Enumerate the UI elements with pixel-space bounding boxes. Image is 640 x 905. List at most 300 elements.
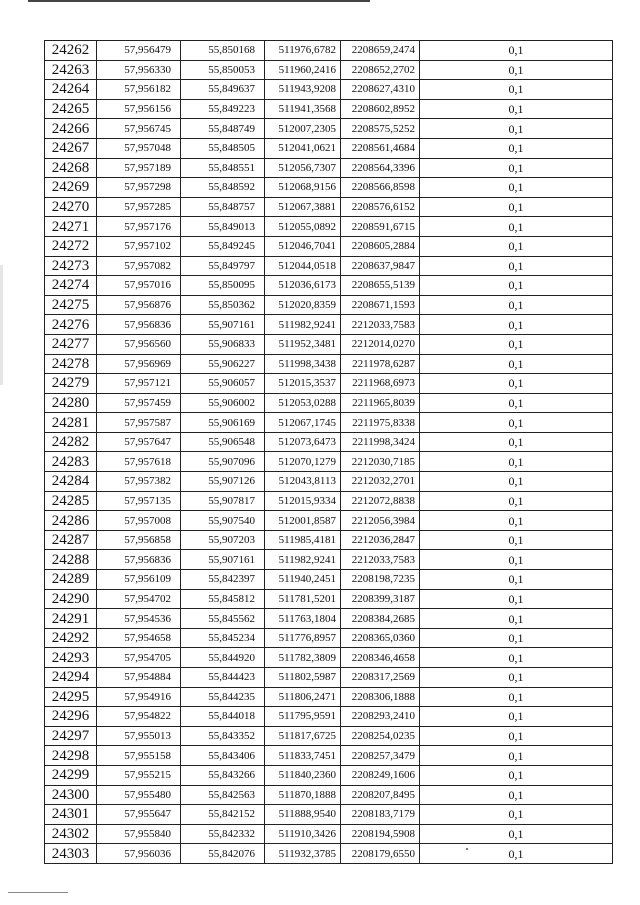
table-row [45,668,613,688]
table-row [45,217,613,237]
table-row [45,158,613,178]
table-row [45,726,613,746]
y-coordinate-cell: 2211975,8338 [341,413,420,433]
latitude-cell: 57,954702 [97,589,181,609]
table-row [45,628,613,648]
table-row [45,746,613,766]
latitude-cell: 57,957285 [97,197,181,217]
table-row [45,609,613,629]
table-row [45,197,613,217]
point-number-cell: 24288 [45,550,97,570]
longitude-cell: 55,906227 [181,354,265,374]
point-number-cell: 24297 [45,726,97,746]
table-row [45,491,613,511]
point-number-cell: 24263 [45,60,97,80]
longitude-cell: 55,842397 [181,570,265,590]
accuracy-cell: 0,1 [420,824,613,844]
y-coordinate-cell: 2208637,9847 [341,256,420,276]
y-coordinate-cell: 2208346,4658 [341,648,420,668]
y-coordinate-cell: 2211998,3424 [341,432,420,452]
point-number-cell: 24267 [45,138,97,158]
point-number-cell: 24296 [45,707,97,727]
accuracy-cell: 0,1 [420,726,613,746]
longitude-cell: 55,907817 [181,491,265,511]
x-coordinate-cell: 512007,2305 [265,119,341,139]
accuracy-cell: 0,1 [420,374,613,394]
table-row [45,707,613,727]
x-coordinate-cell: 511776,8957 [265,628,341,648]
point-number-cell: 24270 [45,197,97,217]
point-number-cell: 24301 [45,805,97,825]
longitude-cell: 55,844235 [181,687,265,707]
longitude-cell: 55,907203 [181,530,265,550]
y-coordinate-cell: 2208566,8598 [341,178,420,198]
y-coordinate-cell: 2208194,5908 [341,824,420,844]
point-number-cell: 24268 [45,158,97,178]
y-coordinate-cell: 2208249,1606 [341,765,420,785]
y-coordinate-cell: 2208605,2884 [341,236,420,256]
point-number-cell: 24281 [45,413,97,433]
latitude-cell: 57,957135 [97,491,181,511]
table-row [45,315,613,335]
accuracy-cell: 0,1 [420,432,613,452]
latitude-cell: 57,957587 [97,413,181,433]
latitude-cell: 57,957382 [97,472,181,492]
y-coordinate-cell: 2208254,0235 [341,726,420,746]
accuracy-cell: 0,1 [420,178,613,198]
latitude-cell: 57,957618 [97,452,181,472]
x-coordinate-cell: 511870,1888 [265,785,341,805]
latitude-cell: 57,955215 [97,765,181,785]
longitude-cell: 55,906548 [181,432,265,452]
point-number-cell: 24298 [45,746,97,766]
latitude-cell: 57,956836 [97,550,181,570]
table-row [45,374,613,394]
latitude-cell: 57,956182 [97,80,181,100]
x-coordinate-cell: 512053,0288 [265,393,341,413]
y-coordinate-cell: 2211965,8039 [341,393,420,413]
longitude-cell: 55,848505 [181,138,265,158]
longitude-cell: 55,845562 [181,609,265,629]
accuracy-cell: 0,1 [420,648,613,668]
accuracy-cell: 0,1 [420,746,613,766]
y-coordinate-cell: 2208561,4684 [341,138,420,158]
table-row [45,432,613,452]
table-row [45,550,613,570]
y-coordinate-cell: 2212033,7583 [341,315,420,335]
x-coordinate-cell: 512036,6173 [265,276,341,296]
accuracy-cell: 0,1 [420,805,613,825]
x-coordinate-cell: 511952,3481 [265,334,341,354]
y-coordinate-cell: 2208659,2474 [341,41,420,61]
table-row [45,648,613,668]
longitude-cell: 55,907096 [181,452,265,472]
accuracy-cell: 0,1 [420,217,613,237]
x-coordinate-cell: 511802,5987 [265,668,341,688]
table-row [45,393,613,413]
latitude-cell: 57,955013 [97,726,181,746]
x-coordinate-cell: 512068,9156 [265,178,341,198]
accuracy-cell: 0,1 [420,765,613,785]
y-coordinate-cell: 2208207,8495 [341,785,420,805]
accuracy-cell: 0,1 [420,452,613,472]
point-number-cell: 24287 [45,530,97,550]
table-row [45,824,613,844]
accuracy-cell: 0,1 [420,99,613,119]
table-row [45,354,613,374]
point-number-cell: 24272 [45,236,97,256]
longitude-cell: 55,850168 [181,41,265,61]
y-coordinate-cell: 2208365,0360 [341,628,420,648]
longitude-cell: 55,845234 [181,628,265,648]
coordinates-table-body [45,41,613,864]
accuracy-cell: 0,1 [420,158,613,178]
table-row [45,472,613,492]
x-coordinate-cell: 511833,7451 [265,746,341,766]
y-coordinate-cell: 2208384,2685 [341,609,420,629]
point-number-cell: 24300 [45,785,97,805]
longitude-cell: 55,906057 [181,374,265,394]
x-coordinate-cell: 512015,9334 [265,491,341,511]
accuracy-cell: 0,1 [420,60,613,80]
accuracy-cell: 0,1 [420,530,613,550]
latitude-cell: 57,955158 [97,746,181,766]
accuracy-cell: 0,1 [420,550,613,570]
latitude-cell: 57,954916 [97,687,181,707]
y-coordinate-cell: 2208576,6152 [341,197,420,217]
y-coordinate-cell: 2212030,7185 [341,452,420,472]
point-number-cell: 24285 [45,491,97,511]
longitude-cell: 55,848757 [181,197,265,217]
longitude-cell: 55,907540 [181,511,265,531]
x-coordinate-cell: 511795,9591 [265,707,341,727]
accuracy-cell: 0,1 [420,668,613,688]
accuracy-cell: 0,1 [420,491,613,511]
scan-speck [466,848,468,850]
x-coordinate-cell: 511888,9540 [265,805,341,825]
latitude-cell: 57,954822 [97,707,181,727]
x-coordinate-cell: 511763,1804 [265,609,341,629]
point-number-cell: 24266 [45,119,97,139]
x-coordinate-cell: 511998,3438 [265,354,341,374]
latitude-cell: 57,957016 [97,276,181,296]
table-row [45,80,613,100]
x-coordinate-cell: 512044,0518 [265,256,341,276]
longitude-cell: 55,842076 [181,844,265,864]
accuracy-cell: 0,1 [420,276,613,296]
x-coordinate-cell: 511943,9208 [265,80,341,100]
point-number-cell: 24275 [45,295,97,315]
y-coordinate-cell: 2208627,4310 [341,80,420,100]
latitude-cell: 57,957298 [97,178,181,198]
point-number-cell: 24276 [45,315,97,335]
longitude-cell: 55,844018 [181,707,265,727]
y-coordinate-cell: 2208564,3396 [341,158,420,178]
longitude-cell: 55,907161 [181,550,265,570]
point-number-cell: 24299 [45,765,97,785]
point-number-cell: 24290 [45,589,97,609]
point-number-cell: 24284 [45,472,97,492]
accuracy-cell: 0,1 [420,80,613,100]
latitude-cell: 57,954658 [97,628,181,648]
accuracy-cell: 0,1 [420,589,613,609]
latitude-cell: 57,954536 [97,609,181,629]
accuracy-cell: 0,1 [420,413,613,433]
x-coordinate-cell: 512055,0892 [265,217,341,237]
x-coordinate-cell: 512067,1745 [265,413,341,433]
accuracy-cell: 0,1 [420,138,613,158]
point-number-cell: 24286 [45,511,97,531]
y-coordinate-cell: 2208257,3479 [341,746,420,766]
latitude-cell: 57,957048 [97,138,181,158]
longitude-cell: 55,850362 [181,295,265,315]
point-number-cell: 24269 [45,178,97,198]
accuracy-cell: 0,1 [420,315,613,335]
x-coordinate-cell: 511817,6725 [265,726,341,746]
point-number-cell: 24265 [45,99,97,119]
x-coordinate-cell: 511941,3568 [265,99,341,119]
longitude-cell: 55,906002 [181,393,265,413]
longitude-cell: 55,848749 [181,119,265,139]
latitude-cell: 57,955840 [97,824,181,844]
y-coordinate-cell: 2208317,2569 [341,668,420,688]
latitude-cell: 57,955480 [97,785,181,805]
y-coordinate-cell: 2208655,5139 [341,276,420,296]
latitude-cell: 57,956836 [97,315,181,335]
page-bottom-rule [8,892,68,893]
y-coordinate-cell: 2208198,7235 [341,570,420,590]
x-coordinate-cell: 511781,5201 [265,589,341,609]
x-coordinate-cell: 512056,7307 [265,158,341,178]
x-coordinate-cell: 512041,0621 [265,138,341,158]
y-coordinate-cell: 2208591,6715 [341,217,420,237]
table-row [45,844,613,864]
x-coordinate-cell: 512001,8587 [265,511,341,531]
accuracy-cell: 0,1 [420,785,613,805]
y-coordinate-cell: 2211968,6973 [341,374,420,394]
longitude-cell: 55,849245 [181,236,265,256]
point-number-cell: 24289 [45,570,97,590]
longitude-cell: 55,842332 [181,824,265,844]
table-row [45,765,613,785]
accuracy-cell: 0,1 [420,334,613,354]
longitude-cell: 55,849637 [181,80,265,100]
longitude-cell: 55,843266 [181,765,265,785]
coordinates-table [44,40,613,864]
accuracy-cell: 0,1 [420,687,613,707]
y-coordinate-cell: 2212033,7583 [341,550,420,570]
accuracy-cell: 0,1 [420,236,613,256]
x-coordinate-cell: 511982,9241 [265,315,341,335]
longitude-cell: 55,844920 [181,648,265,668]
x-coordinate-cell: 511976,6782 [265,41,341,61]
point-number-cell: 24294 [45,668,97,688]
latitude-cell: 57,957008 [97,511,181,531]
y-coordinate-cell: 2208183,7179 [341,805,420,825]
latitude-cell: 57,957189 [97,158,181,178]
x-coordinate-cell: 511910,3426 [265,824,341,844]
longitude-cell: 55,843352 [181,726,265,746]
x-coordinate-cell: 511982,9241 [265,550,341,570]
latitude-cell: 57,957647 [97,432,181,452]
latitude-cell: 57,956156 [97,99,181,119]
longitude-cell: 55,848592 [181,178,265,198]
accuracy-cell: 0,1 [420,354,613,374]
y-coordinate-cell: 2208179,6550 [341,844,420,864]
accuracy-cell: 0,1 [420,41,613,61]
point-number-cell: 24274 [45,276,97,296]
latitude-cell: 57,957459 [97,393,181,413]
x-coordinate-cell: 512020,8359 [265,295,341,315]
accuracy-cell: 0,1 [420,295,613,315]
longitude-cell: 55,906169 [181,413,265,433]
longitude-cell: 55,849797 [181,256,265,276]
latitude-cell: 57,956858 [97,530,181,550]
scan-edge-mark [0,265,3,385]
x-coordinate-cell: 511985,4181 [265,530,341,550]
latitude-cell: 57,956330 [97,60,181,80]
table-row [45,276,613,296]
y-coordinate-cell: 2212056,3984 [341,511,420,531]
point-number-cell: 24295 [45,687,97,707]
table-row [45,785,613,805]
point-number-cell: 24280 [45,393,97,413]
accuracy-cell: 0,1 [420,609,613,629]
longitude-cell: 55,849223 [181,99,265,119]
latitude-cell: 57,957082 [97,256,181,276]
y-coordinate-cell: 2208671,1593 [341,295,420,315]
table-row [45,236,613,256]
latitude-cell: 57,956036 [97,844,181,864]
x-coordinate-cell: 511782,3809 [265,648,341,668]
point-number-cell: 24303 [45,844,97,864]
point-number-cell: 24292 [45,628,97,648]
table-row [45,589,613,609]
y-coordinate-cell: 2208602,8952 [341,99,420,119]
x-coordinate-cell: 512070,1279 [265,452,341,472]
longitude-cell: 55,850095 [181,276,265,296]
table-row [45,687,613,707]
table-row [45,413,613,433]
table-row [45,530,613,550]
longitude-cell: 55,907161 [181,315,265,335]
longitude-cell: 55,907126 [181,472,265,492]
accuracy-cell: 0,1 [420,511,613,531]
point-number-cell: 24283 [45,452,97,472]
x-coordinate-cell: 511840,2360 [265,765,341,785]
accuracy-cell: 0,1 [420,844,613,864]
x-coordinate-cell: 512043,8113 [265,472,341,492]
table-row [45,805,613,825]
point-number-cell: 24293 [45,648,97,668]
point-number-cell: 24278 [45,354,97,374]
latitude-cell: 57,956109 [97,570,181,590]
accuracy-cell: 0,1 [420,707,613,727]
accuracy-cell: 0,1 [420,393,613,413]
x-coordinate-cell: 512015,3537 [265,374,341,394]
latitude-cell: 57,956876 [97,295,181,315]
accuracy-cell: 0,1 [420,570,613,590]
x-coordinate-cell: 511960,2416 [265,60,341,80]
page-top-rule [28,0,370,2]
latitude-cell: 57,954884 [97,668,181,688]
y-coordinate-cell: 2212036,2847 [341,530,420,550]
table-row [45,60,613,80]
table-row [45,452,613,472]
latitude-cell: 57,957102 [97,236,181,256]
x-coordinate-cell: 512067,3881 [265,197,341,217]
table-row [45,570,613,590]
y-coordinate-cell: 2208306,1888 [341,687,420,707]
point-number-cell: 24262 [45,41,97,61]
point-number-cell: 24277 [45,334,97,354]
table-row [45,178,613,198]
point-number-cell: 24282 [45,432,97,452]
x-coordinate-cell: 511932,3785 [265,844,341,864]
table-row [45,256,613,276]
longitude-cell: 55,844423 [181,668,265,688]
accuracy-cell: 0,1 [420,256,613,276]
y-coordinate-cell: 2212032,2701 [341,472,420,492]
longitude-cell: 55,848551 [181,158,265,178]
table-row [45,119,613,139]
y-coordinate-cell: 2208293,2410 [341,707,420,727]
point-number-cell: 24279 [45,374,97,394]
latitude-cell: 57,957176 [97,217,181,237]
longitude-cell: 55,849013 [181,217,265,237]
point-number-cell: 24273 [45,256,97,276]
point-number-cell: 24264 [45,80,97,100]
latitude-cell: 57,956969 [97,354,181,374]
accuracy-cell: 0,1 [420,119,613,139]
table-row [45,295,613,315]
x-coordinate-cell: 511806,2471 [265,687,341,707]
longitude-cell: 55,842152 [181,805,265,825]
x-coordinate-cell: 511940,2451 [265,570,341,590]
latitude-cell: 57,956479 [97,41,181,61]
table-row [45,138,613,158]
accuracy-cell: 0,1 [420,472,613,492]
longitude-cell: 55,845812 [181,589,265,609]
longitude-cell: 55,906833 [181,334,265,354]
point-number-cell: 24271 [45,217,97,237]
longitude-cell: 55,850053 [181,60,265,80]
longitude-cell: 55,842563 [181,785,265,805]
y-coordinate-cell: 2208652,2702 [341,60,420,80]
point-number-cell: 24302 [45,824,97,844]
table-row [45,334,613,354]
point-number-cell: 24291 [45,609,97,629]
table-row [45,41,613,61]
y-coordinate-cell: 2208575,5252 [341,119,420,139]
latitude-cell: 57,957121 [97,374,181,394]
latitude-cell: 57,956560 [97,334,181,354]
y-coordinate-cell: 2212072,8838 [341,491,420,511]
y-coordinate-cell: 2212014,0270 [341,334,420,354]
table-row [45,99,613,119]
latitude-cell: 57,955647 [97,805,181,825]
y-coordinate-cell: 2211978,6287 [341,354,420,374]
latitude-cell: 57,956745 [97,119,181,139]
table-row [45,511,613,531]
longitude-cell: 55,843406 [181,746,265,766]
x-coordinate-cell: 512073,6473 [265,432,341,452]
accuracy-cell: 0,1 [420,628,613,648]
accuracy-cell: 0,1 [420,197,613,217]
latitude-cell: 57,954705 [97,648,181,668]
x-coordinate-cell: 512046,7041 [265,236,341,256]
y-coordinate-cell: 2208399,3187 [341,589,420,609]
